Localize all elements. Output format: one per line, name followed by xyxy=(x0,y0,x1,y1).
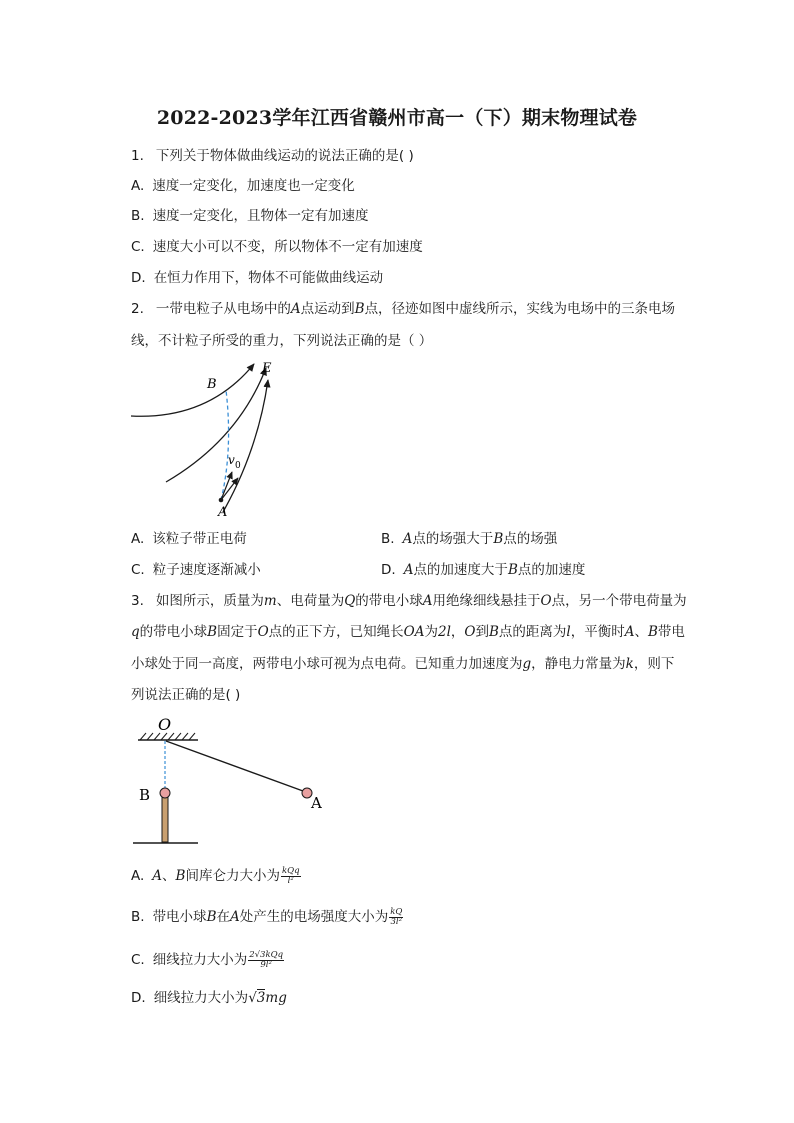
label-b: B xyxy=(139,786,151,804)
fraction: $\frac{kQ}{\text{3l²}}$ xyxy=(390,906,403,927)
page-title: 2022-2023学年江西省赣州市高一（下）期末物理试卷 xyxy=(156,107,638,129)
q1-option-c[interactable]: C. 速度大小可以不变，所以物体不一定有加速度 xyxy=(131,239,423,255)
q1-option-b[interactable]: B. 速度一定变化，且物体一定有加速度 xyxy=(131,208,369,224)
q3-number: 3. xyxy=(131,593,144,609)
q1-stem-text: 下列关于物体做曲线运动的说法正确的是( ) xyxy=(155,148,414,164)
q1-number: 1. xyxy=(131,148,144,164)
point-a-dot xyxy=(219,498,224,503)
q2-stem-line-1: 2. 一带电粒子从电场中的A点运动到B点，径迹如图中虚线所示，实线为电场中的三条电场 xyxy=(131,301,676,317)
label-e: E xyxy=(262,361,272,376)
fraction: $\frac{\text{2√3kQq}}{\text{9l²}}$ xyxy=(249,949,284,970)
q1-stem xyxy=(131,146,414,166)
label-o: O xyxy=(158,715,172,734)
q2-option-b[interactable]: B. A点的场强大于B点的场强 xyxy=(381,531,558,547)
q3-option-a[interactable]: A. A、B间库仑力大小为 $\frac{\text{kQq}}{\text{l²}}$ xyxy=(131,865,300,886)
field-line-3 xyxy=(223,380,268,512)
q3-option-d[interactable]: D. 细线拉力大小为√3mg xyxy=(131,990,287,1006)
q3-stem-line-2: q的带电小球B固定于O点的正下方，已知绳长OA为2l，O到B点的距离为l，平衡时A、B带电 xyxy=(131,624,685,640)
ceiling-hatch xyxy=(140,733,195,740)
velocity-arrow-1 xyxy=(221,472,232,500)
fraction: $\frac{\text{kQq}}{\text{l²}}$ xyxy=(281,865,300,886)
q3-stem-line-1: 3. 如图所示，质量为m、电荷量为Q的带电小球A用绝缘细线悬挂于O点，另一个带电荷量为 xyxy=(131,593,687,609)
label-b: B xyxy=(207,377,217,392)
ball-b xyxy=(160,788,170,798)
label-v: v xyxy=(228,453,235,467)
q2-stem-line-2: 线，不计粒子所受的重力，下列说法正确的是（ ） xyxy=(131,333,433,349)
field-line-1 xyxy=(131,364,254,416)
q2-electric-field-figure xyxy=(128,360,288,520)
q2-number: 2. xyxy=(131,301,144,317)
q3-hanging-ball-figure xyxy=(128,712,338,852)
label-a: A xyxy=(311,794,322,812)
q3-option-b[interactable]: B. 带电小球B在A处产生的电场强度大小为 $\frac{kQ}{\text{3l²}}$ xyxy=(131,906,403,927)
label-a: A xyxy=(218,505,228,520)
insulating-stand xyxy=(162,797,168,842)
square-root: √3 xyxy=(248,990,266,1006)
q3-stem-line-4: 列说法正确的是( ) xyxy=(131,687,241,703)
label-v-sub: 0 xyxy=(235,461,241,471)
q2-option-c[interactable]: C. 粒子速度逐渐减小 xyxy=(131,562,261,578)
q1-option-d[interactable]: D. 在恒力作用下，物体不可能做曲线运动 xyxy=(131,270,384,286)
q3-stem-line-3: 小球处于同一高度，两带电小球可视为点电荷。已知重力加速度为g，静电力常量为k，则下 xyxy=(131,656,675,672)
string-oa xyxy=(166,741,303,791)
q2-option-a[interactable]: A. 该粒子带正电荷 xyxy=(131,531,247,547)
q2-option-d[interactable]: D. A点的加速度大于B点的加速度 xyxy=(381,562,586,578)
q3-option-c[interactable]: C. 细线拉力大小为 $\frac{\text{2√3kQq}}{\text{9l²}}$ xyxy=(131,949,284,970)
q1-option-a[interactable]: A. 速度一定变化，加速度也一定变化 xyxy=(131,178,355,194)
